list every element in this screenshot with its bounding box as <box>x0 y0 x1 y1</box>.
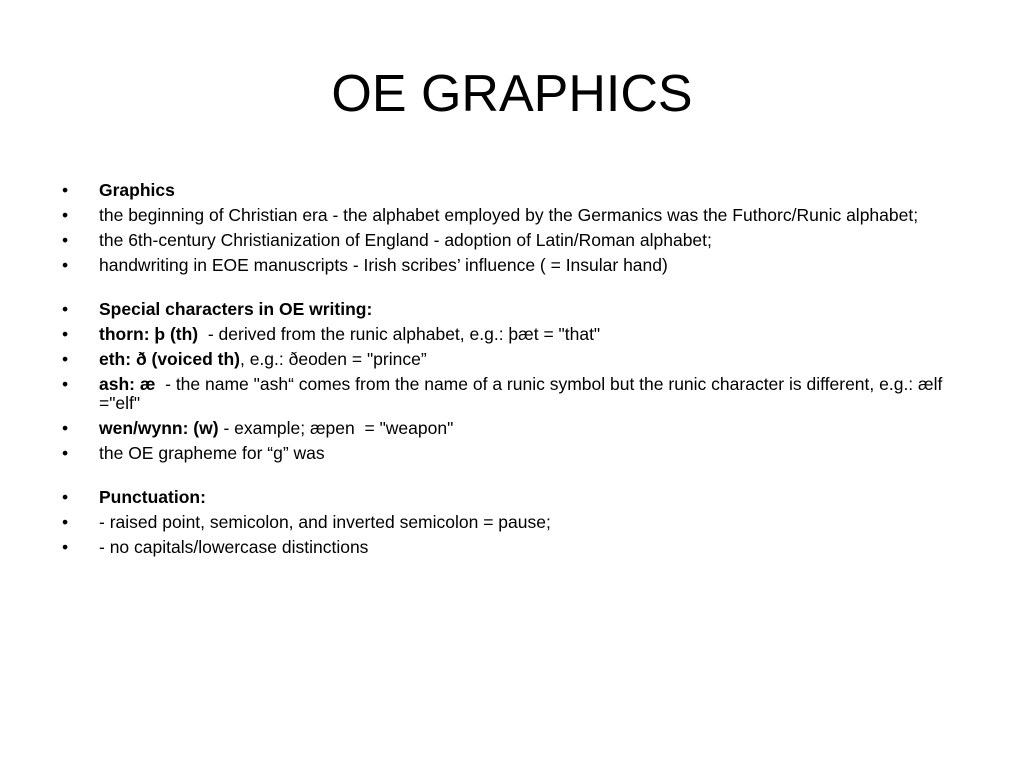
bullet-icon: • <box>62 230 69 250</box>
bullet-icon: • <box>62 537 69 557</box>
bullet-text <box>99 230 712 250</box>
slide-title: OE GRAPHICS <box>331 65 693 123</box>
bullet-icon: • <box>62 180 69 200</box>
bullet-plain-text: - example; æpen = "weapon" <box>218 418 454 438</box>
bullet-text <box>99 349 427 369</box>
bullet-text <box>99 205 918 225</box>
bullet-icon: • <box>62 324 69 344</box>
bullet-list <box>62 181 962 563</box>
bullet-item-punctuation <box>62 488 962 507</box>
bullet-plain-text: the beginning of Christian era - the alphabet employed by the Germanics was the Futhorc/Runic alphabet; <box>99 205 919 225</box>
bullet-text <box>99 487 206 507</box>
bullet-icon: • <box>62 487 69 507</box>
bullet-icon: • <box>62 299 69 319</box>
bullet-icon: • <box>62 255 69 275</box>
bullet-icon: • <box>62 512 69 532</box>
bullet-bold-text: ash: æ <box>99 374 156 394</box>
bullet-item-eth <box>62 350 962 369</box>
bullet-text <box>99 180 175 200</box>
bullet-item-futhorc <box>62 206 962 225</box>
bullet-item-wynn <box>62 419 962 438</box>
bullet-plain-text: , e.g.: ðeoden = "prince” <box>239 349 427 369</box>
bullet-item-graphics <box>62 181 962 200</box>
bullet-text <box>99 299 372 319</box>
bullet-plain-text: the OE grapheme for “g” was <box>99 443 325 463</box>
bullet-text <box>99 255 668 275</box>
bullet-bold-text: Graphics <box>99 180 175 200</box>
bullet-plain-text: the 6th-century Christianization of England - adoption of Latin/Roman alphabet; <box>99 230 712 250</box>
bullet-icon: • <box>62 443 69 463</box>
bullet-text <box>99 418 453 438</box>
bullet-item-christianization <box>62 231 962 250</box>
bullet-item-ash <box>62 375 962 413</box>
bullet-text <box>99 512 551 532</box>
bullet-text <box>99 443 325 463</box>
bullet-item-raised-point <box>62 513 962 532</box>
bullet-plain-text: - the name "ash“ comes from the name of a runic symbol but the runic character is different, e.g.: ælf ="elf" <box>99 374 953 413</box>
bullet-icon: • <box>62 349 69 369</box>
bullet-item-no-capitals <box>62 538 962 557</box>
bullet-bold-text: Special characters in OE writing: <box>99 299 373 319</box>
bullet-bold-text: eth: ð (voiced th) <box>99 349 240 369</box>
bullet-item-handwriting <box>62 256 962 275</box>
bullet-bold-text: Punctuation: <box>99 487 206 507</box>
bullet-plain-text: handwriting in EOE manuscripts - Irish scribes’ influence ( = Insular hand) <box>99 255 668 275</box>
bullet-item-grapheme-g <box>62 444 962 463</box>
bullet-plain-text: - no capitals/lowercase distinctions <box>99 537 369 557</box>
bullet-bold-text: wen/wynn: (w) <box>99 418 219 438</box>
bullet-icon: • <box>62 418 69 438</box>
bullet-plain-text: - raised point, semicolon, and inverted semicolon = pause; <box>99 512 551 532</box>
bullet-icon: • <box>62 374 69 394</box>
bullet-text <box>99 374 952 413</box>
bullet-text <box>99 324 600 344</box>
bullet-text <box>99 537 368 557</box>
bullet-bold-text: thorn: þ (th) <box>99 324 199 344</box>
bullet-item-thorn <box>62 325 962 344</box>
section-spacer <box>62 281 962 300</box>
section-spacer <box>62 469 962 488</box>
bullet-plain-text: - derived from the runic alphabet, e.g.: þæt = "that" <box>198 324 601 344</box>
bullet-item-special-characters <box>62 300 962 319</box>
bullet-icon: • <box>62 205 69 225</box>
